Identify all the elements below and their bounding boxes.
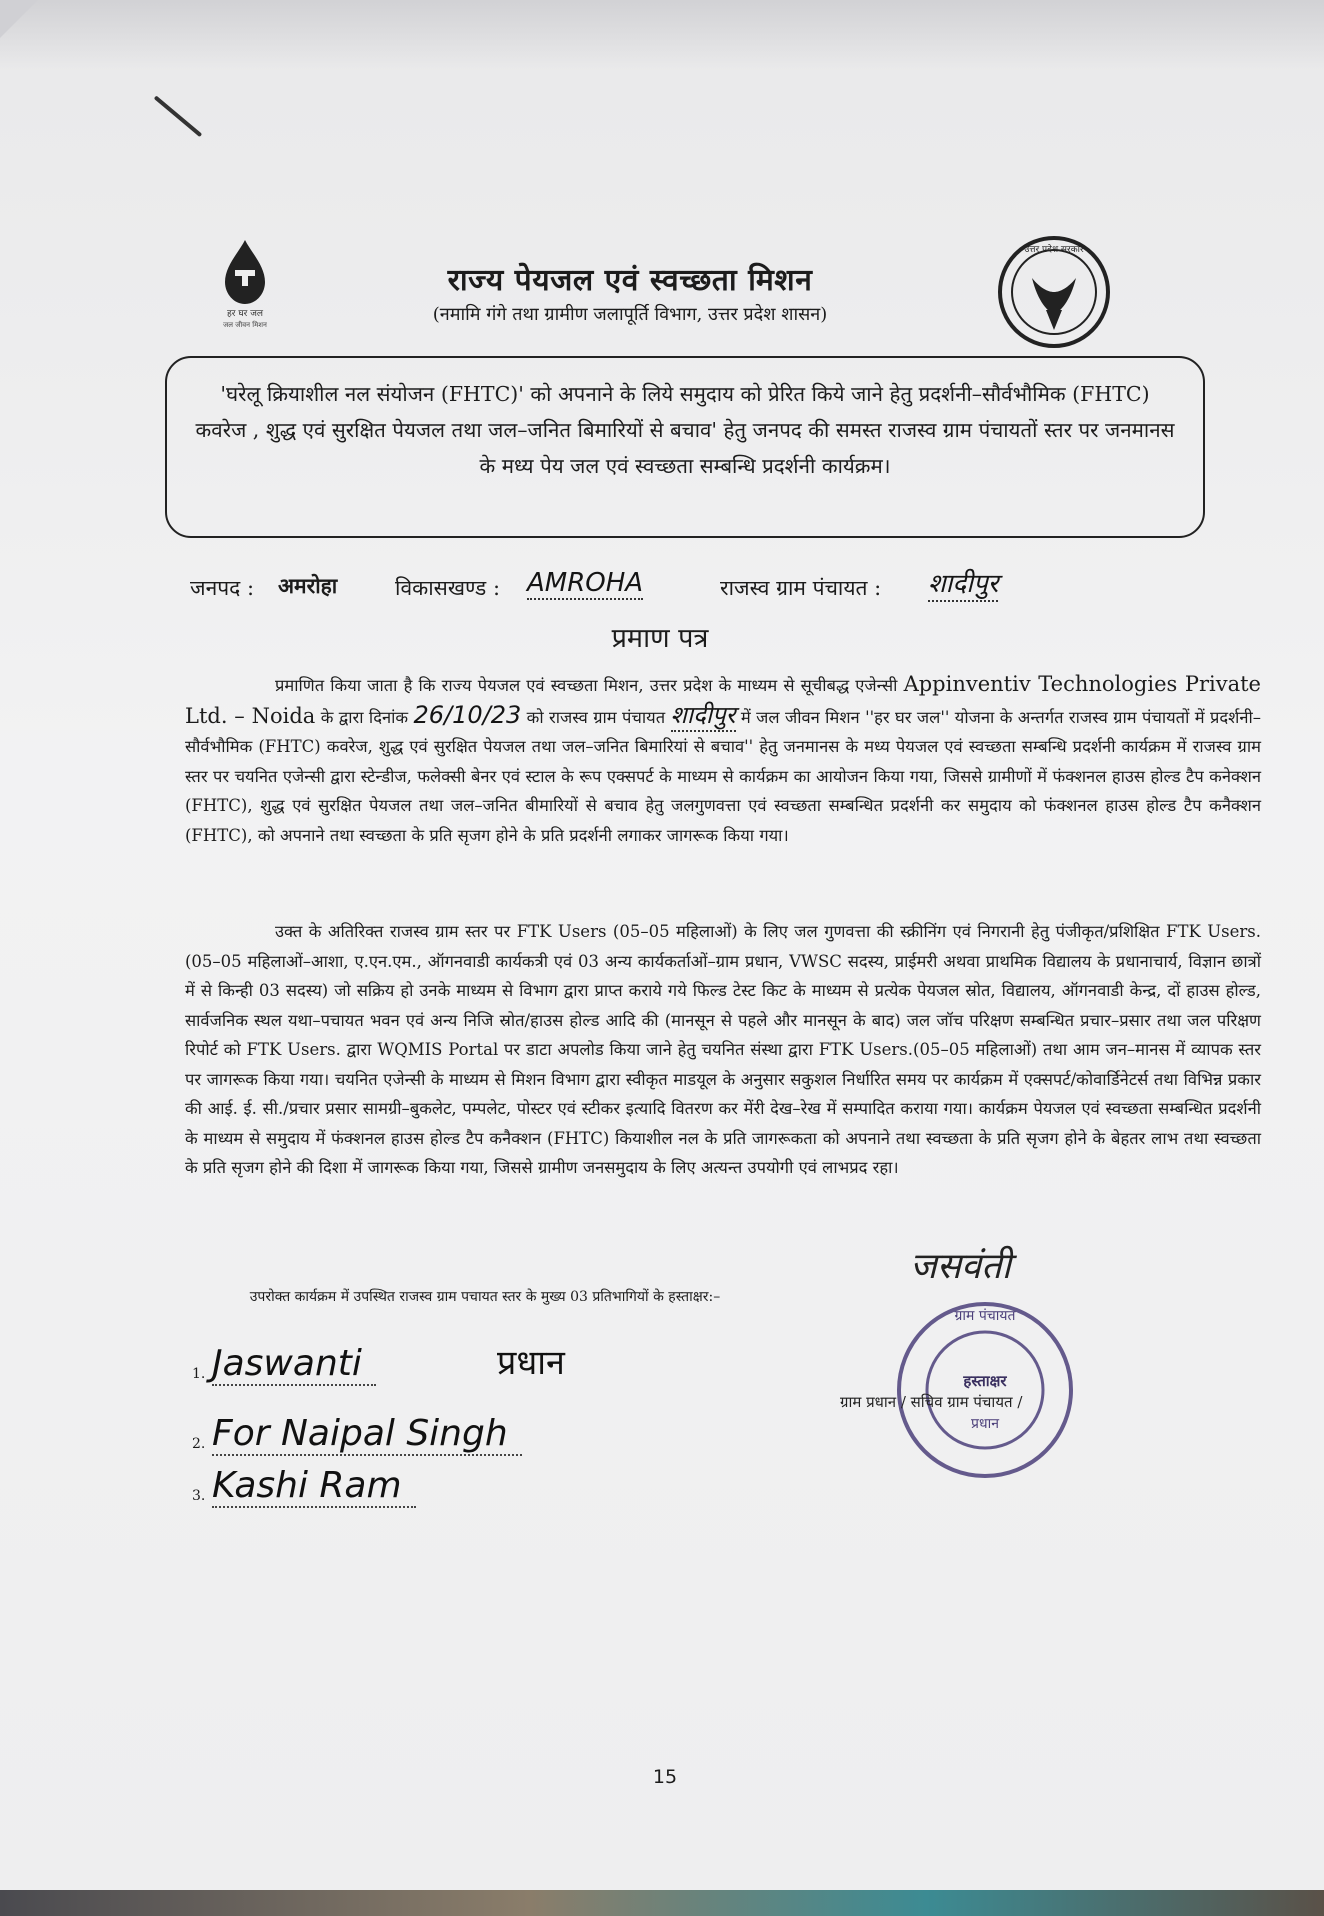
block-label: विकासखण्ड : xyxy=(395,576,501,600)
district-label: जनपद : xyxy=(190,576,255,600)
para2-text: उक्त के अतिरिक्त राजस्व ग्राम स्तर पर FTK Users (05–05 महिलाओं) के लिए जल गुणवत्ता की स्क्रीनिंग एवं निगरानी हेतु पंजीकृत/प्रशिक्षित FTK Users.(05–05 महिलाओं–आशा, ए.एन.एम., ऑगनवाडी कार्यकत्री एवं 03 अन्य कार्यकर्ताओं–ग्राम प्रधान, VWSC सदस्य, प्राईमरी अथवा प्राथमिक विद्यालय के प्रधानाचार्य, विज्ञान छात्रों में से किन्ही 03 सदस्य) जो सक्रिय हो उनके माध्यम से विभाग द्वारा प्राप्त कराये गये फिल्ड टेस्ट किट के माध्यम से प्रत्येक पेयजल स्रोत, विद्यालय, ऑगनवाडी केन्द्र, दों हाउस होल्ड, सार्वजनिक स्थल यथा–पचायत भवन एवं अन्य निजि स्रोत/हाउस होल्ड आदि की (मानसून से पहले और मानसून के बाद) जल जॉच परिक्षण सम्बन्धित प्रचार–प्रसार तथा जल परिक्षण रिपोर्ट को FTK Users. द्वारा WQMIS Portal पर डाटा अपलोड किया जाने हेतु चयनित संस्था द्वारा FTK Users.(05–05 महिलाओं) तथा आम जन–मानस में व्यापक स्तर पर जागरूक किया गया। चयनित एजेन्सी के माध्यम से मिशन विभाग द्वारा स्वीकृत माडयूल के अनुसार सकुशल निर्धारित समय पर कार्यक्रम में एक्सपर्ट/कोवार्डिनेटर्स तथा विभिन्न प्रकार की आई. ई. सी./प्रचार प्रसार सामग्री–बुकलेट, पम्पलेट, पोस्टर एवं स्टीकर इत्यादि वितरण कर मेंरी देख–रेख में सम्पादित कराया गया। कार्यक्रम पेयजल एवं स्वच्छता सम्बन्धित प्रदर्शनी के माध्यम से समुदाय में फंक्शनल हाउस होल्ड टैप कनैक्शन (FHTC) कियाशील नल के प्रति जागरूकता को अपनाने तथा स्वच्छता के प्रति सृजग होने के बेहतर लाभ तथा स्वच्छता के प्रति सृजग होने की दिशा में जागरूक किया गया, जिससे ग्रामीण जनसमुदाय के लिए अत्यन्त उपयोगी एवं लाभप्रद रहा। xyxy=(185,922,1261,1177)
district-value: अमरोहा xyxy=(278,573,338,598)
program-date: 26/10/23 xyxy=(413,700,522,729)
village-value: शादीपुर xyxy=(928,564,998,602)
company-name: Appinventiv Technologies Private Ltd. – Noida xyxy=(185,672,1261,728)
pen-mark xyxy=(154,95,203,137)
village-name-handwritten: शादीपुर xyxy=(671,701,736,733)
seal-line: ग्राम पंचायत xyxy=(954,1308,1016,1324)
corner-fold xyxy=(0,0,38,38)
signer-name: For Naipal Singh xyxy=(212,1413,522,1456)
notice-text: 'घरेलू क्रियाशील नल संयोजन (FHTC)' को अपनाने के लिये समुदाय को प्रेरित किये जाने हेतु प्रदर्शनी–सौर्वभौमिक (FHTC) कवरेज , शुद्ध एवं सुरक्षित पेयजल तथा जल–जनित बिमारियों से बचाव' हेतु जनपद की समस्त राजस्व ग्राम पंचायतों स्तर पर जनमानस के मध्य पेय जल एवं स्वच्छता सम्बन्धि प्रदर्शनी कार्यक्रम। xyxy=(195,382,1175,478)
page-subtitle: (नमामि गंगे तथा ग्रामीण जलापूर्ति विभाग, उत्तर प्रदेश शासन) xyxy=(432,304,828,325)
signers-caption: उपरोक्त कार्यक्रम में उपस्थित राजस्व ग्राम पचायत स्तर के मुख्य 03 प्रतिभागियों के हस्ताक्षर:– xyxy=(249,1289,721,1305)
seal-line: हस्ताक्षर xyxy=(963,1372,1007,1390)
seal-line: प्रधान xyxy=(971,1416,999,1432)
signer-number: 3. xyxy=(192,1488,206,1504)
page-title: राज्य पेयजल एवं स्वच्छता मिशन xyxy=(447,263,813,298)
signer-row-3 xyxy=(192,1460,632,1510)
signer-row-1 xyxy=(192,1338,632,1388)
background-surface xyxy=(0,1890,1324,1916)
signer-row-2 xyxy=(192,1408,632,1458)
stamp-designation-label: ग्राम प्रधान / सचिव ग्राम पंचायत / xyxy=(840,1393,1023,1411)
signer-name: Jaswanti xyxy=(212,1343,376,1386)
signer-role: प्रधान xyxy=(497,1343,565,1383)
logo-subtext: जल जीवन मिशन xyxy=(223,321,267,329)
signer-name: Kashi Ram xyxy=(212,1465,416,1508)
emblem-text: उत्तर प्रदेश सरकार xyxy=(1024,245,1084,255)
village-label: राजस्व ग्राम पंचायत : xyxy=(720,576,882,600)
para1-part-d: में जल जीवन मिशन ''हर घर जल'' योजना के अन्तर्गत राजस्व ग्राम पंचायतों में प्रदर्शनी–सौर्वभौमिक (FHTC) कवरेज, शुद्ध एवं सुरक्षित पेयजल तथा जल–जनित बिमारियां से बचाव'' हेतु जनमानस के मध्य पेयजल एवं स्वच्छता सम्बन्धि प्रदर्शनी कार्यक्रम में राजस्व ग्राम स्तर पर चयनित एजेन्सी द्वारा स्टेन्डीज, फलेक्सी बेनर एवं स्टाल के रूप एक्सपर्ट के माध्यम से कार्यक्रम का आयोजन किया गया, जिससे ग्रामीणों में फंक्शनल हाउस होल्ड टैप कनेक्शन (FHTC), शुद्ध एवं सुरक्षित पेयजल तथा जल–जनित बीमारियों से बचाव हेतु जलगुणवत्ता एवं स्वच्छता सम्बन्धित प्रदर्शनी कर समुदाय को फंक्शनल हाउस होल्ड टैप कनैक्शन (FHTC), को अपनाने तथा स्वच्छता के प्रति सृजग होने के प्रति प्रदर्शनी लगाकर जागरूक किया गया। xyxy=(185,707,1262,845)
page-number: 15 xyxy=(652,1766,678,1788)
page-shadow xyxy=(0,0,1324,70)
signer-number: 2. xyxy=(192,1436,206,1452)
para1-part-a: प्रमाणित किया जाता है कि राज्य पेयजल एवं स्वच्छता मिशन, उत्तर प्रदेश के माध्यम से सूचीबद्ध एजेन्सी xyxy=(275,676,898,695)
har-ghar-jal-logo-icon xyxy=(205,236,285,346)
village-panchayat-seal-icon xyxy=(885,1290,1085,1490)
up-government-emblem-icon xyxy=(988,232,1120,352)
certificate-paragraph-2 xyxy=(185,917,1261,1183)
certificate-paragraph-1 xyxy=(185,670,1261,850)
pradhan-signature: जसवंती xyxy=(910,1246,1011,1287)
location-info-row xyxy=(190,570,1090,610)
para1-part-b: के द्वारा दिनांक xyxy=(320,707,409,727)
block-value: AMROHA xyxy=(527,568,644,598)
para1-part-c: को राजस्व ग्राम पंचायत xyxy=(526,707,666,727)
certificate-heading: प्रमाण पत्र xyxy=(611,623,709,654)
signer-number: 1. xyxy=(192,1366,206,1382)
logo-text: हर घर जल xyxy=(227,309,263,319)
program-notice-box xyxy=(165,356,1205,538)
